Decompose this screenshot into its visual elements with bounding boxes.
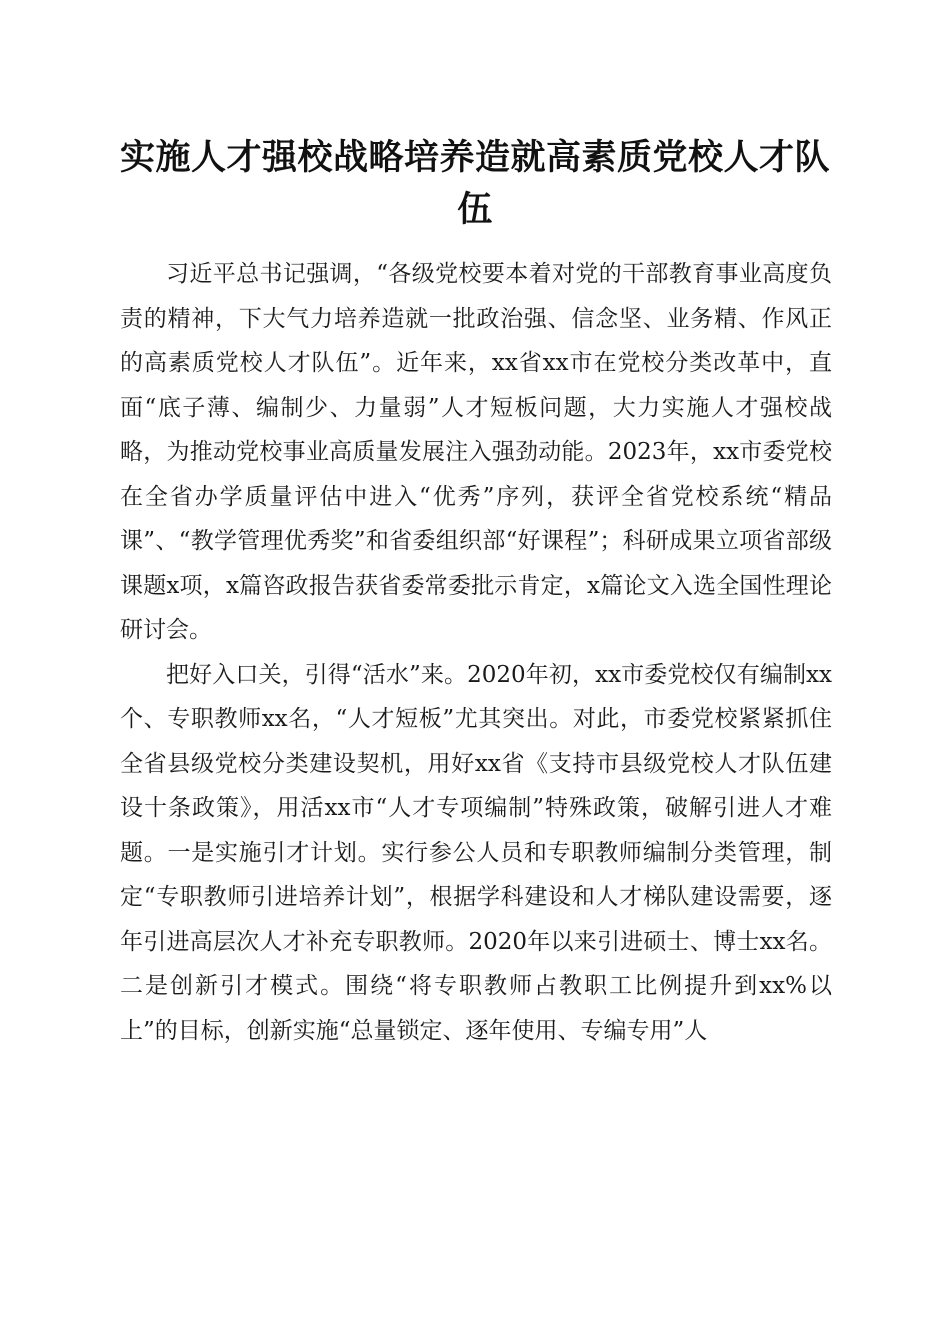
paragraph-talent-intake: 把好入口关，引得“活水”来。2020年初，xx市委党校仅有编制xx个、专职教师xx名，“人才短板”尤其突出。对此，市委党校紧紧抓住全省县级党校分类建设契机，用好xx省《支持市县级党校人才队伍建设十条政策》，用活xx市“人才专项编制”特殊政策，破解引进人才难题。一是实施引才计划。实行参公人员和专职教师编制分类管理，制定“专职教师引进培养计划”，根据学科建设和人才梯队建设需要，逐年引进高层次人才补充专职教师。2020年以来引进硕士、博士xx名。二是创新引才模式。围绕“将专职教师占教职工比例提升到xx%以上”的目标，创新实施“总量锁定、逐年使用、专编专用”人 [120,661,832,1044]
document-title: 实施人才强校战略培养造就高素质党校人才队伍 [119,137,830,230]
paragraph-intro: 习近平总书记强调，“各级党校要本着对党的干部教育事业高度负责的精神，下大气力培养造就一批政治强、信念坚、业务精、作风正的高素质党校人才队伍”。近年来，xx省xx市在党校分类改革中，直面“底子薄、编制少、力量弱”人才短板问题，大力实施人才强校战略，为推动党校事业高质量发展注入强劲动能。2023年，xx市委党校在全省办学质量评估中进入“优秀”序列，获评全省党校系统“精品课”、“教学管理优秀奖”和省委组织部“好课程”；科研成果立项省部级课题x项，x篇咨政报告获省委常委批示肯定，x篇论文入选全国性理论研讨会。 [120,261,832,643]
document-body [120,252,832,1053]
